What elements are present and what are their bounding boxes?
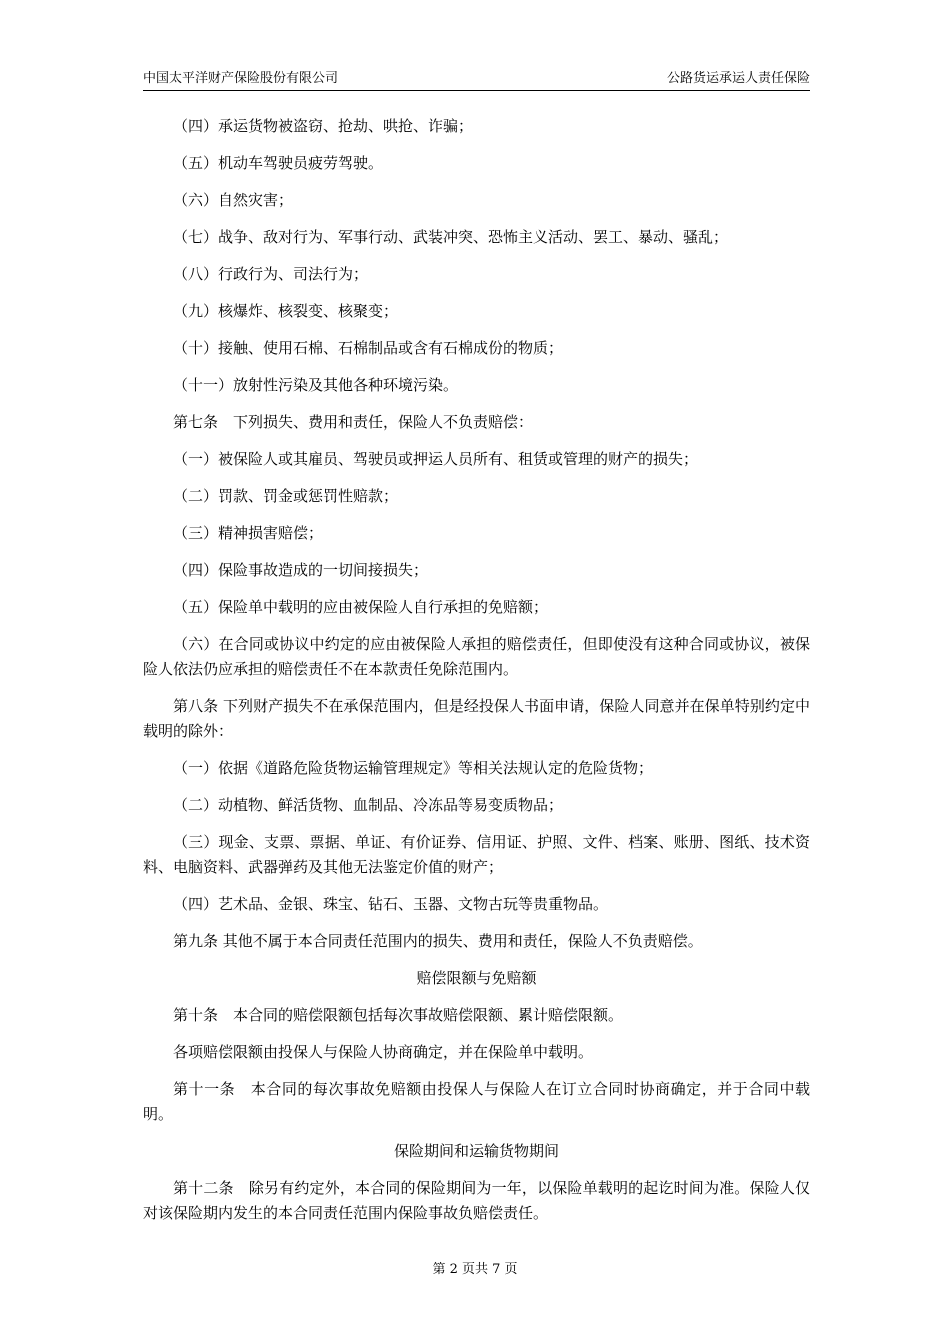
clause-paragraph: 第十一条 本合同的每次事故免赔额由投保人与保险人在订立合同时协商确定，并于合同中载明。 xyxy=(143,1080,810,1123)
clause-paragraph: （四）艺术品、金银、珠宝、钻石、玉器、文物古玩等贵重物品。 xyxy=(173,895,609,913)
clause-paragraph: （五）机动车驾驶员疲劳驾驶。 xyxy=(173,154,384,172)
section-heading: 赔偿限额与免赔额 xyxy=(416,969,537,987)
clause-paragraph: （七）战争、敌对行为、军事行动、武装冲突、恐怖主义活动、罢工、暴动、骚乱； xyxy=(173,228,729,246)
header-company: 中国太平洋财产保险股份有限公司 xyxy=(143,71,339,86)
clause-paragraph: 第九条 其他不属于本合同责任范围内的损失、费用和责任，保险人不负责赔偿。 xyxy=(173,932,703,950)
clause-paragraph: （一）依据《道路危险货物运输管理规定》等相关法规认定的危险货物； xyxy=(173,759,654,777)
clause-paragraph: 各项赔偿限额由投保人与保险人协商确定，并在保险单中载明。 xyxy=(173,1043,594,1061)
clause-paragraph: （十一）放射性污染及其他各种环境污染。 xyxy=(173,376,459,394)
clause-paragraph: （六）在合同或协议中约定的应由被保险人承担的赔偿责任，但即使没有这种合同或协议，被保险人依法仍应承担的赔偿责任不在本款责任免除范围内。 xyxy=(143,635,810,678)
page-number: 第 2 页共 7 页 xyxy=(432,1262,518,1277)
clause-paragraph: 第十二条 除另有约定外，本合同的保险期间为一年，以保险单载明的起讫时间为准。保险人仅对该保险期内发生的本合同责任范围内保险事故负赔偿责任。 xyxy=(143,1179,810,1222)
clause-paragraph: （四）保险事故造成的一切间接损失； xyxy=(173,561,429,579)
header-product: 公路货运承运人责任保险 xyxy=(666,71,810,86)
clause-paragraph: （八）行政行为、司法行为； xyxy=(173,265,369,283)
clause-paragraph: （三）精神损害赔偿； xyxy=(173,524,324,542)
clause-paragraph: 第十条 本合同的赔偿限额包括每次事故赔偿限额、累计赔偿限额。 xyxy=(173,1006,624,1024)
document-body xyxy=(143,114,810,1238)
clause-paragraph: （四）承运货物被盗窃、抢劫、哄抢、诈骗； xyxy=(173,117,474,135)
section-heading: 保险期间和运输货物期间 xyxy=(393,1142,559,1160)
page-header xyxy=(143,71,810,91)
clause-paragraph: （二）动植物、鲜活货物、血制品、冷冻品等易变质物品； xyxy=(173,796,564,814)
clause-paragraph: （三）现金、支票、票据、单证、有价证券、信用证、护照、文件、档案、账册、图纸、技术资料、电脑资料、武器弹药及其他无法鉴定价值的财产； xyxy=(143,833,810,876)
clause-paragraph: （十）接触、使用石棉、石棉制品或含有石棉成份的物质； xyxy=(173,339,564,357)
clause-paragraph: （六）自然灾害； xyxy=(173,191,294,209)
clause-paragraph: 第八条 下列财产损失不在承保范围内，但是经投保人书面申请，保险人同意并在保单特别约定中载明的除外： xyxy=(143,697,810,740)
clause-paragraph: （九）核爆炸、核裂变、核聚变； xyxy=(173,302,399,320)
clause-paragraph: （五）保险单中载明的应由被保险人自行承担的免赔额； xyxy=(173,598,549,616)
clause-paragraph: （二）罚款、罚金或惩罚性赔款； xyxy=(173,487,399,505)
clause-paragraph: （一）被保险人或其雇员、驾驶员或押运人员所有、租赁或管理的财产的损失； xyxy=(173,450,699,468)
clause-paragraph: 第七条 下列损失、费用和责任，保险人不负责赔偿： xyxy=(173,413,534,431)
